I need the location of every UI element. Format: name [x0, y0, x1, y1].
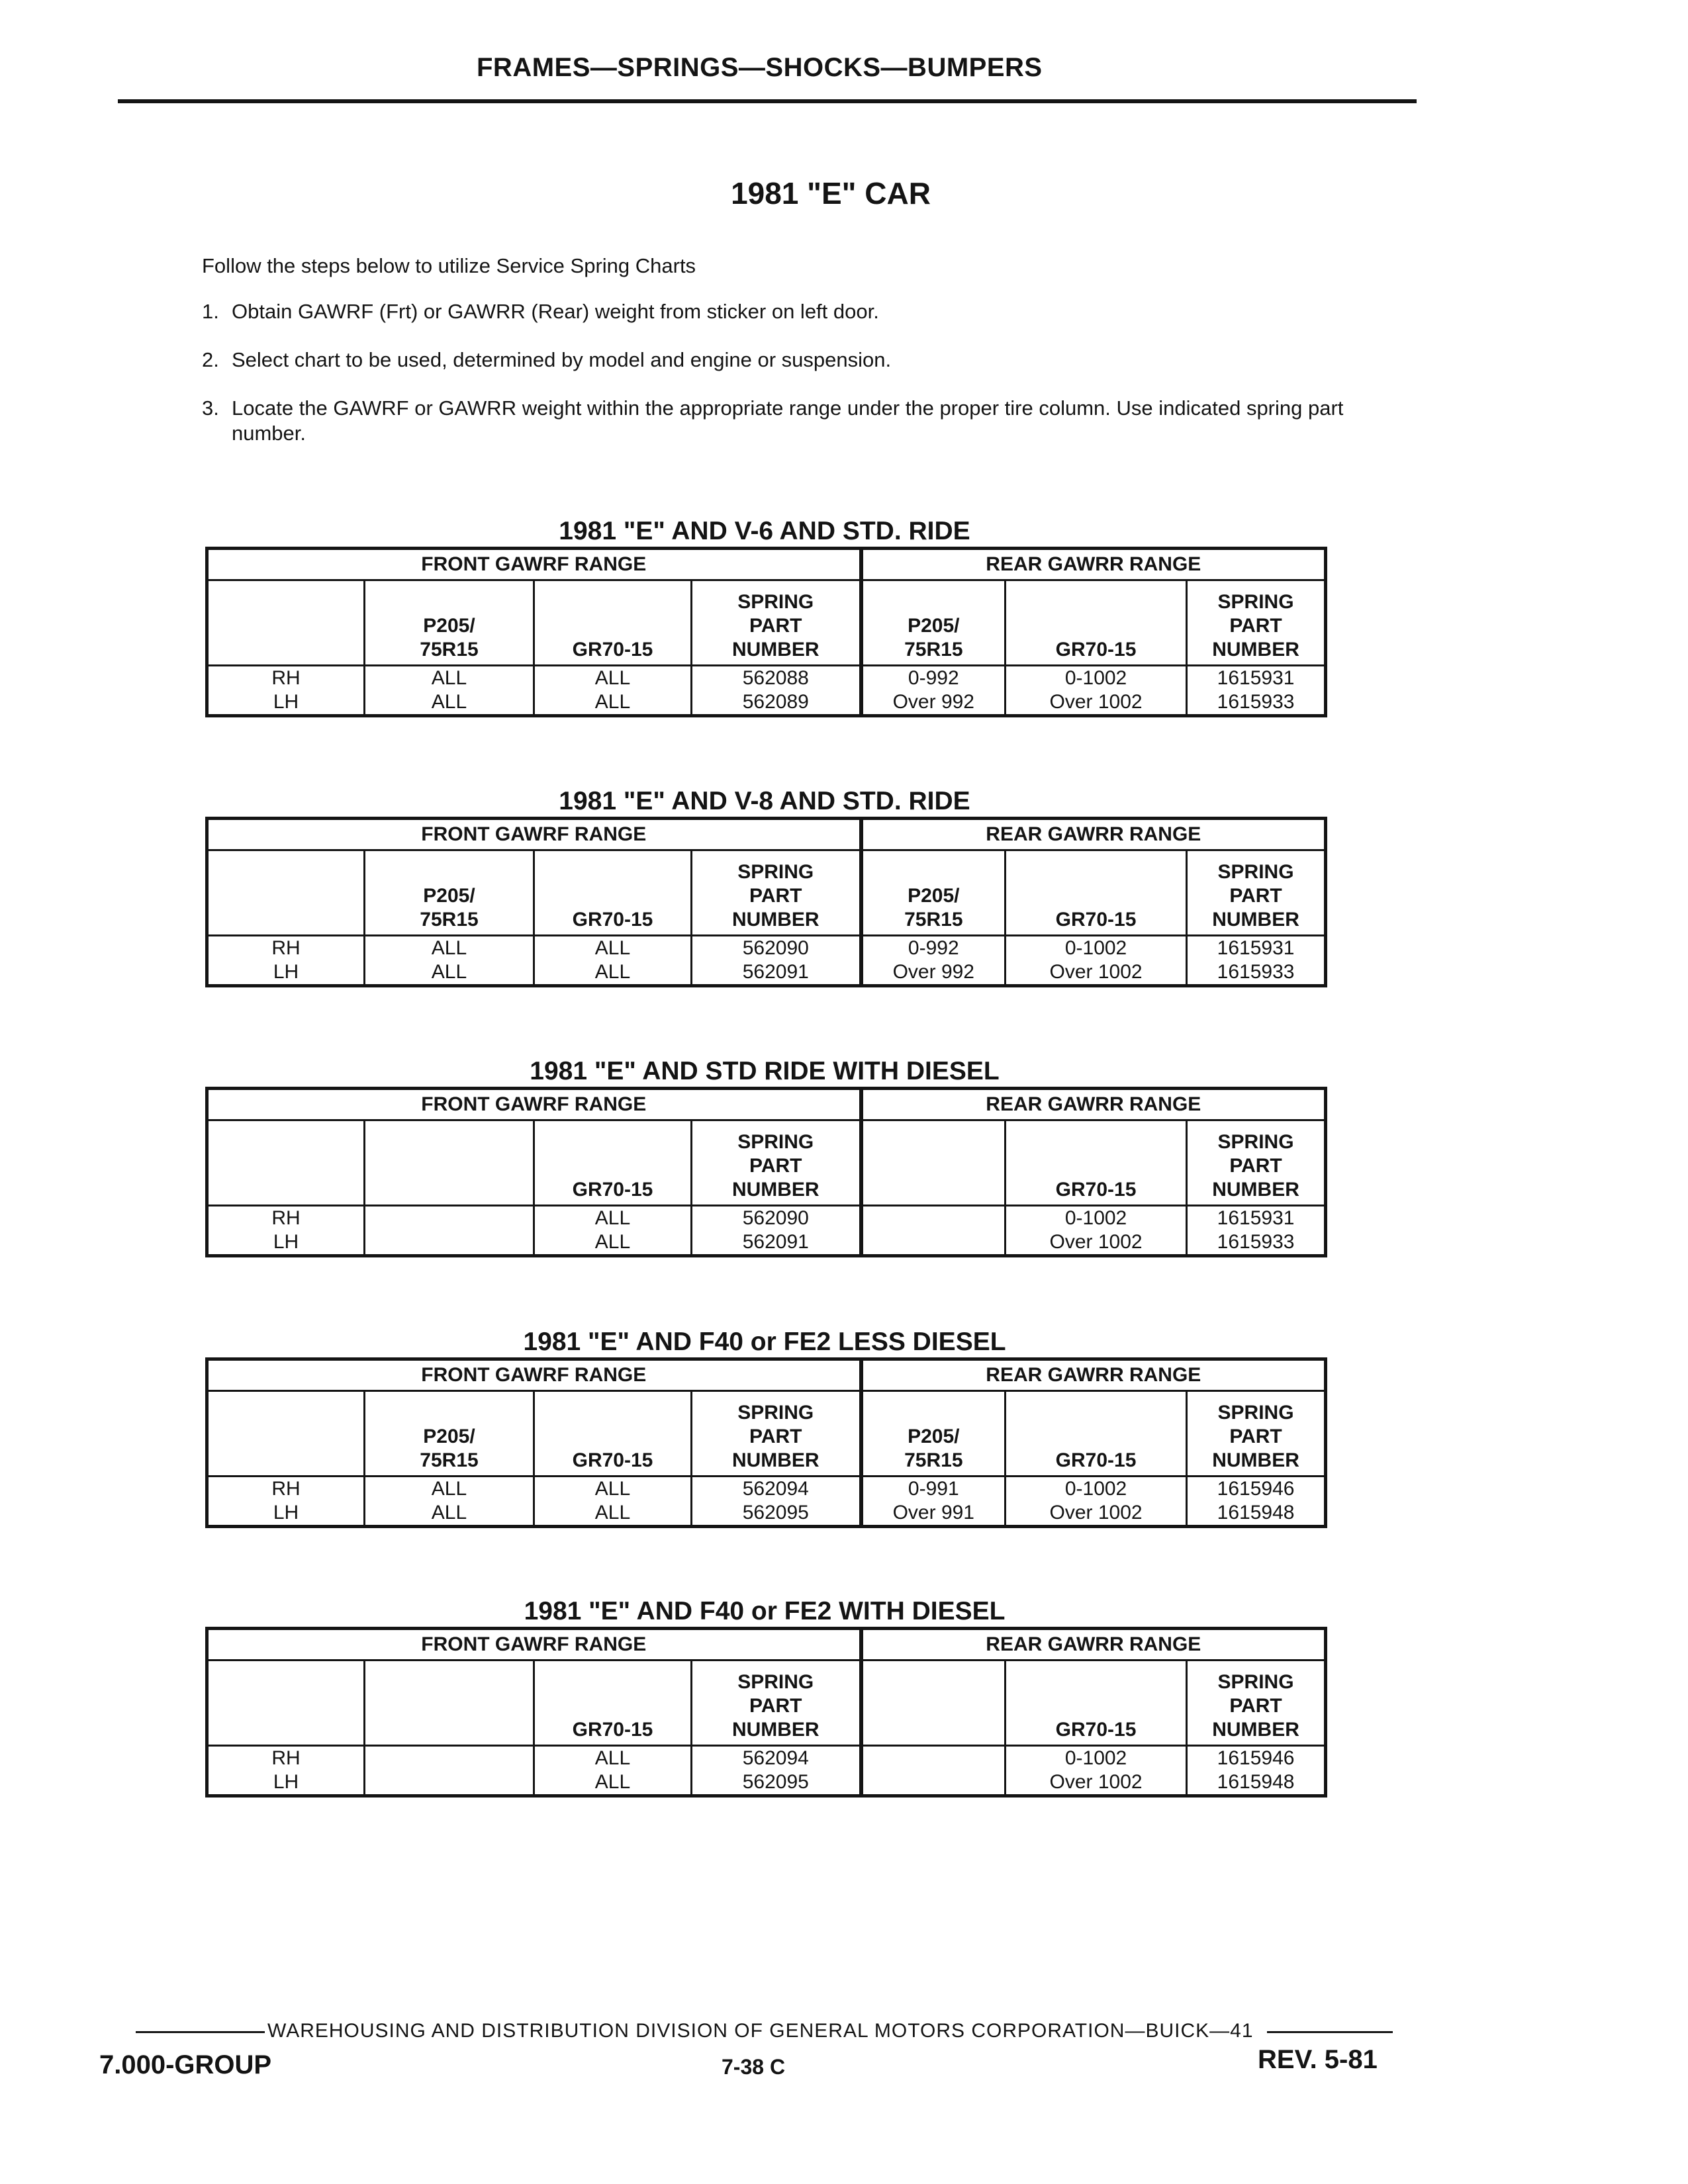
spring-table: [205, 1357, 1327, 1528]
rear-p205-cell: [861, 1746, 1006, 1771]
front-range-header: FRONT GAWRF RANGE: [207, 1359, 861, 1391]
front-part-cell: 562095: [692, 1770, 861, 1796]
rear-p205-cell: 0-991: [861, 1477, 1006, 1502]
front-gr70-cell: ALL: [534, 936, 692, 961]
rear-gr70-header: GR70-15: [1006, 1120, 1187, 1206]
rear-gr70-cell: Over 1002: [1006, 960, 1187, 986]
rear-gr70-cell: 0-1002: [1006, 1746, 1187, 1771]
chart-title: 1981 "E" AND V-6 AND STD. RIDE: [559, 517, 970, 545]
front-part-cell: 562094: [692, 1477, 861, 1502]
front-gr70-header: GR70-15: [534, 580, 692, 666]
rear-spring-part-header: SPRING PART NUMBER: [1187, 1661, 1326, 1746]
rear-p205-cell: 0-992: [861, 666, 1006, 691]
table-row: [207, 1477, 1326, 1502]
rear-range-header: REAR GAWRR RANGE: [861, 1629, 1326, 1661]
front-gr70-cell: ALL: [534, 1501, 692, 1527]
step-text: Select chart to be used, determined by model and engine or suspension.: [232, 348, 892, 371]
step-text: Obtain GAWRF (Frt) or GAWRR (Rear) weight from sticker on left door.: [232, 300, 879, 323]
header-rule: [118, 99, 1417, 103]
front-gr70-cell: ALL: [534, 960, 692, 986]
front-p205-cell: ALL: [365, 936, 534, 961]
front-spring-part-header: SPRING PART NUMBER: [692, 1661, 861, 1746]
front-p205-cell: [365, 1770, 534, 1796]
rear-spring-part-header: SPRING PART NUMBER: [1187, 580, 1326, 666]
column-header-row: [207, 1391, 1326, 1477]
front-range-header: FRONT GAWRF RANGE: [207, 549, 861, 580]
side-header: [207, 1661, 365, 1746]
front-gr70-header: GR70-15: [534, 850, 692, 936]
table-row: [207, 960, 1326, 986]
spring-table: [205, 817, 1327, 987]
rear-gr70-cell: 0-1002: [1006, 936, 1187, 961]
rear-p205-cell: [861, 1770, 1006, 1796]
page-title: 1981 "E" CAR: [731, 176, 931, 210]
footer-rule-right: [1267, 2031, 1393, 2033]
table-row: [207, 1746, 1326, 1771]
front-part-cell: 562090: [692, 1206, 861, 1231]
front-gr70-cell: ALL: [534, 1230, 692, 1256]
rear-gr70-header: GR70-15: [1006, 580, 1187, 666]
rear-gr70-cell: 0-1002: [1006, 1206, 1187, 1231]
chart-title: 1981 "E" AND F40 or FE2 LESS DIESEL: [523, 1328, 1006, 1356]
rear-gr70-header: GR70-15: [1006, 1661, 1187, 1746]
rear-part-cell: 1615948: [1187, 1501, 1326, 1527]
front-p205-cell: [365, 1206, 534, 1231]
side-header: [207, 1391, 365, 1477]
column-header-row: [207, 850, 1326, 936]
step-item: [202, 347, 1347, 373]
front-p205-header: P205/ 75R15: [365, 580, 534, 666]
rear-p205-header: P205/ 75R15: [861, 1391, 1006, 1477]
front-range-header: FRONT GAWRF RANGE: [207, 1629, 861, 1661]
spring-chart: [205, 1596, 1324, 1797]
chart-title: 1981 "E" AND F40 or FE2 WITH DIESEL: [524, 1597, 1006, 1625]
rear-gr70-cell: Over 1002: [1006, 1230, 1187, 1256]
front-range-header: FRONT GAWRF RANGE: [207, 1089, 861, 1120]
rear-p205-cell: Over 991: [861, 1501, 1006, 1527]
table-row: [207, 666, 1326, 691]
rear-gr70-cell: 0-1002: [1006, 666, 1187, 691]
rear-part-cell: 1615933: [1187, 960, 1326, 986]
table-row: [207, 1501, 1326, 1527]
front-p205-cell: [365, 1746, 534, 1771]
rear-part-cell: 1615946: [1187, 1477, 1326, 1502]
rear-p205-header: [861, 1661, 1006, 1746]
front-part-cell: 562089: [692, 690, 861, 716]
front-gr70-header: GR70-15: [534, 1391, 692, 1477]
rear-gr70-cell: 0-1002: [1006, 1477, 1187, 1502]
step-number: 2.: [202, 348, 219, 371]
front-part-cell: 562094: [692, 1746, 861, 1771]
rear-part-cell: 1615933: [1187, 1230, 1326, 1256]
rear-part-cell: 1615948: [1187, 1770, 1326, 1796]
step-number: 1.: [202, 300, 219, 323]
instruction-steps: [202, 299, 1347, 469]
rear-spring-part-header: SPRING PART NUMBER: [1187, 1391, 1326, 1477]
spring-table: [205, 547, 1327, 717]
chart-title: 1981 "E" AND V-8 AND STD. RIDE: [559, 787, 970, 815]
side-header: [207, 580, 365, 666]
footer-page-number: 7-38 C: [722, 2055, 786, 2079]
rear-p205-header: [861, 1120, 1006, 1206]
intro-text: Follow the steps below to utilize Service Spring Charts: [202, 254, 696, 277]
table-row: [207, 690, 1326, 716]
rear-part-cell: 1615946: [1187, 1746, 1326, 1771]
side-header: [207, 850, 365, 936]
column-header-row: [207, 580, 1326, 666]
spring-chart: [205, 1327, 1324, 1528]
column-header-row: [207, 1120, 1326, 1206]
rear-part-cell: 1615933: [1187, 690, 1326, 716]
range-header-row: [207, 1089, 1326, 1120]
front-p205-cell: ALL: [365, 690, 534, 716]
rear-p205-cell: [861, 1230, 1006, 1256]
front-p205-cell: ALL: [365, 666, 534, 691]
rear-p205-cell: Over 992: [861, 690, 1006, 716]
front-gr70-cell: ALL: [534, 1477, 692, 1502]
front-range-header: FRONT GAWRF RANGE: [207, 819, 861, 850]
table-row: [207, 1230, 1326, 1256]
rear-range-header: REAR GAWRR RANGE: [861, 819, 1326, 850]
table-row: [207, 936, 1326, 961]
rear-p205-cell: Over 992: [861, 960, 1006, 986]
front-gr70-cell: ALL: [534, 1746, 692, 1771]
page-title-wrap: [0, 175, 1688, 211]
side-cell: RH: [207, 1746, 365, 1771]
spring-chart: [205, 1056, 1324, 1257]
front-p205-header: [365, 1661, 534, 1746]
spring-chart: [205, 786, 1324, 987]
rear-gr70-cell: Over 1002: [1006, 1770, 1187, 1796]
rear-gr70-header: GR70-15: [1006, 850, 1187, 936]
front-p205-cell: [365, 1230, 534, 1256]
front-part-cell: 562095: [692, 1501, 861, 1527]
range-header-row: [207, 549, 1326, 580]
side-cell: LH: [207, 1501, 365, 1527]
side-cell: RH: [207, 666, 365, 691]
side-cell: LH: [207, 1230, 365, 1256]
chart-title: 1981 "E" AND STD RIDE WITH DIESEL: [530, 1057, 1000, 1085]
front-part-cell: 562091: [692, 960, 861, 986]
rear-p205-cell: [861, 1206, 1006, 1231]
side-cell: LH: [207, 1770, 365, 1796]
step-item: [202, 299, 1347, 324]
rear-range-header: REAR GAWRR RANGE: [861, 549, 1326, 580]
range-header-row: [207, 1629, 1326, 1661]
rear-p205-header: P205/ 75R15: [861, 580, 1006, 666]
front-gr70-cell: ALL: [534, 666, 692, 691]
side-cell: RH: [207, 936, 365, 961]
footer-revision: REV. 5-81: [1258, 2045, 1378, 2074]
range-header-row: [207, 1359, 1326, 1391]
footer-group: 7.000-GROUP: [99, 2050, 272, 2079]
step-text: Locate the GAWRF or GAWRR weight within the appropriate range under the proper tire column. Use indicated spring part number.: [232, 396, 1344, 445]
front-gr70-header: GR70-15: [534, 1120, 692, 1206]
front-p205-cell: ALL: [365, 1501, 534, 1527]
front-gr70-cell: ALL: [534, 690, 692, 716]
column-header-row: [207, 1661, 1326, 1746]
front-p205-cell: ALL: [365, 960, 534, 986]
side-cell: RH: [207, 1206, 365, 1231]
front-p205-header: [365, 1120, 534, 1206]
front-part-cell: 562090: [692, 936, 861, 961]
front-spring-part-header: SPRING PART NUMBER: [692, 1391, 861, 1477]
front-p205-header: P205/ 75R15: [365, 850, 534, 936]
table-row: [207, 1770, 1326, 1796]
front-part-cell: 562091: [692, 1230, 861, 1256]
table-row: [207, 1206, 1326, 1231]
step-item: [202, 396, 1347, 446]
rear-gr70-cell: Over 1002: [1006, 1501, 1187, 1527]
footer-division: [136, 2020, 1393, 2042]
front-spring-part-header: SPRING PART NUMBER: [692, 850, 861, 936]
step-number: 3.: [202, 396, 219, 420]
side-cell: LH: [207, 690, 365, 716]
rear-gr70-cell: Over 1002: [1006, 690, 1187, 716]
section-header: FRAMES—SPRINGS—SHOCKS—BUMPERS: [477, 53, 1043, 82]
rear-gr70-header: GR70-15: [1006, 1391, 1187, 1477]
rear-spring-part-header: SPRING PART NUMBER: [1187, 850, 1326, 936]
footer-division-text: WAREHOUSING AND DISTRIBUTION DIVISION OF GENERAL MOTORS CORPORATION—BUICK—41: [267, 2020, 1254, 2042]
footer-rule-left: [136, 2031, 265, 2033]
front-part-cell: 562088: [692, 666, 861, 691]
spring-table: [205, 1087, 1327, 1257]
front-p205-header: P205/ 75R15: [365, 1391, 534, 1477]
side-header: [207, 1120, 365, 1206]
rear-p205-header: P205/ 75R15: [861, 850, 1006, 936]
rear-part-cell: 1615931: [1187, 666, 1326, 691]
rear-p205-cell: 0-992: [861, 936, 1006, 961]
side-cell: LH: [207, 960, 365, 986]
range-header-row: [207, 819, 1326, 850]
spring-chart: [205, 516, 1324, 717]
rear-range-header: REAR GAWRR RANGE: [861, 1089, 1326, 1120]
front-gr70-cell: ALL: [534, 1206, 692, 1231]
rear-part-cell: 1615931: [1187, 936, 1326, 961]
front-spring-part-header: SPRING PART NUMBER: [692, 1120, 861, 1206]
rear-spring-part-header: SPRING PART NUMBER: [1187, 1120, 1326, 1206]
front-gr70-cell: ALL: [534, 1770, 692, 1796]
spring-table: [205, 1627, 1327, 1797]
rear-range-header: REAR GAWRR RANGE: [861, 1359, 1326, 1391]
front-gr70-header: GR70-15: [534, 1661, 692, 1746]
front-p205-cell: ALL: [365, 1477, 534, 1502]
side-cell: RH: [207, 1477, 365, 1502]
rear-part-cell: 1615931: [1187, 1206, 1326, 1231]
front-spring-part-header: SPRING PART NUMBER: [692, 580, 861, 666]
